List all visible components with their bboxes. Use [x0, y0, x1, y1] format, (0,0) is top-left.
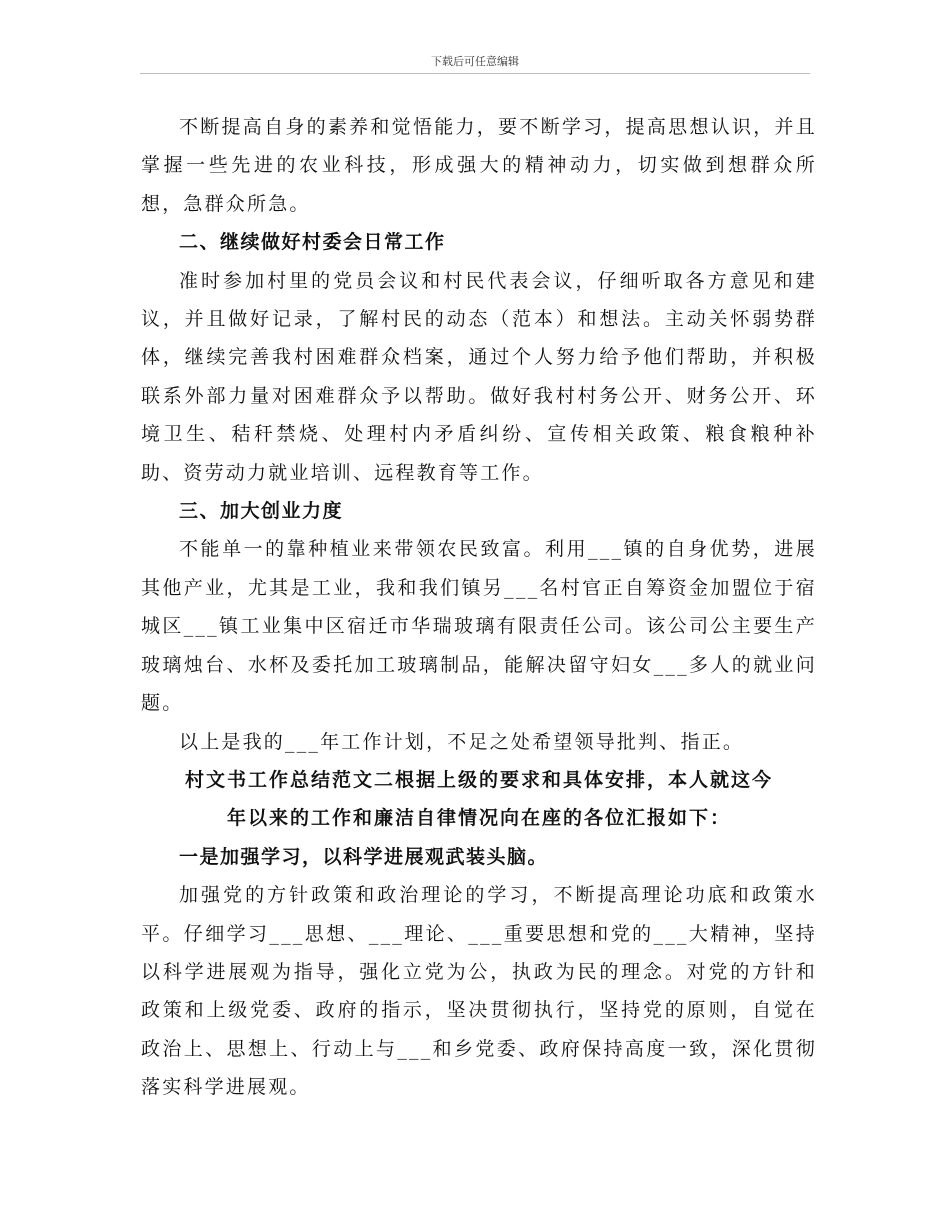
document-title-line-1: 村文书工作总结范文二根据上级的要求和具体安排，本人就这今: [184, 768, 773, 791]
section-heading-2: 二、继续做好村委会日常工作: [179, 231, 446, 254]
paragraph-3: 不能单一的靠种植业来带领农民致富。利用___镇的自身优势，进展其他产业，尤其是工业，我和我们镇另___名村官正自筹资金加盟位于宿城区___镇工业集中区宿迁市华瑞玻璃有限责任公司。该公司公主要生产玻璃烛台、水杯及委托加工玻璃制品，能解决留守妇女___多人的就业问题。: [141, 538, 817, 715]
paragraph-1: 不断提高自身的素养和觉悟能力，要不断学习，提高思想认识，并且掌握一些先进的农业科技，形成强大的精神动力，切实做到想群众所想，急群众所急。: [141, 116, 817, 215]
page-header: 下载后可任意编辑: [431, 55, 519, 68]
paragraph-4: 以上是我的___年工作计划，不足之处希望领导批判、指正。: [179, 730, 745, 753]
header-rule: [140, 73, 810, 74]
section-heading-3: 三、加大创业力度: [179, 500, 344, 523]
document-body: [141, 108, 817, 1107]
document-title-line-2: 年以来的工作和廉洁自律情况向在座的各位汇报如下：: [226, 807, 731, 830]
paragraph-2: 准时参加村里的党员会议和村民代表会议，仔细听取各方意见和建议，并且做好记录，了解村民的动态（范本）和想法。主动关怀弱势群体，继续完善我村困难群众档案，通过个人努力给予他们帮助，并积极联系外部力量对困难群众予以帮助。做好我村村务公开、财务公开、环境卫生、秸秆禁烧、处理村内矛盾纠纷、宣传相关政策、粮食粮种补助、资劳动力就业培训、远程教育等工作。: [141, 269, 817, 484]
paragraph-5: 加强党的方针政策和政治理论的学习，不断提高理论功底和政策水平。仔细学习___思想、___理论、___重要思想和党的___大精神，坚持以科学进展观为指导，强化立党为公，执政为民的理念。对党的方针和政策和上级党委、政府的指示，坚决贯彻执行，坚持党的原则，自觉在政治上、思想上、行动上与___和乡党委、政府保持高度一致，深化贯彻落实科学进展观。: [141, 884, 817, 1099]
section-heading-4: 一是加强学习，以科学进展观武装头脑。: [179, 845, 549, 868]
